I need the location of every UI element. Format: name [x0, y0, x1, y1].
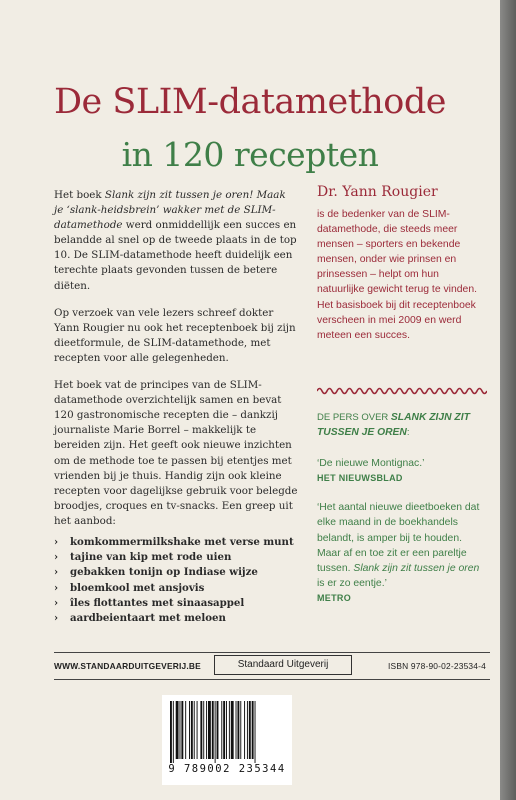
barcode-bar [221, 701, 222, 759]
barcode-bar [229, 701, 230, 759]
bullet-chevron-icon: › [54, 535, 59, 548]
barcode-bars [170, 701, 284, 763]
recipe-name: aardbeientaart met meloen [70, 611, 226, 624]
description-paragraph-1-segment: Slank zijn zit tussen je oren! Maak je ‘slank-heidsbrein’ wakker met de SLIM-datamethode [54, 189, 286, 232]
barcode-bar [197, 701, 198, 759]
list-item [54, 535, 298, 550]
press-quote-2-part2: is er zo eentje.’ [317, 577, 387, 589]
barcode-bar [252, 701, 254, 759]
barcode-bar [223, 701, 225, 759]
press-quote-2 [317, 500, 487, 591]
recipe-name: gebakken tonijn op Indiase wijze [70, 566, 258, 579]
list-item [54, 565, 298, 580]
recipe-name: komkommermilkshake met verse munt [70, 535, 294, 548]
press-heading [317, 410, 487, 440]
title-line-1: De SLIM-datamethode [53, 82, 446, 122]
list-item [54, 596, 298, 611]
barcode-bar [185, 701, 186, 759]
footer-bar [54, 652, 490, 680]
barcode-bar [237, 701, 239, 759]
press-heading-title: SLANK ZIJN ZIT TUSSEN JE OREN [317, 412, 470, 439]
recipe-name: îles flottantes met sinaasappel [70, 596, 245, 609]
bullet-chevron-icon: › [54, 566, 59, 579]
barcode-bar [244, 701, 245, 759]
press-source-2: METRO [317, 592, 351, 603]
barcode-bar [176, 701, 179, 759]
barcode-bar [181, 701, 183, 759]
barcode-bar [249, 701, 251, 759]
description-paragraph-1 [54, 188, 298, 294]
page-edge-shadow [500, 0, 516, 800]
barcode-bar [240, 701, 241, 759]
bullet-chevron-icon: › [54, 581, 59, 594]
recipe-list [54, 535, 298, 626]
press-source-1: HET NIEUWSBLAD [317, 473, 403, 484]
barcode-bar [194, 701, 195, 759]
barcode-bar [191, 701, 193, 759]
author-name: Dr. Yann Rougier [317, 184, 438, 200]
title-line-2: in 120 recepten [121, 135, 379, 174]
barcode-bar [208, 701, 211, 759]
barcode-bar [231, 701, 234, 759]
publisher-website: WWW.STANDAARDUITGEVERIJ.BE [54, 661, 201, 671]
barcode-bar [226, 701, 227, 759]
publisher-logo: Standaard Uitgeverij [214, 655, 352, 675]
press-quote-1: ‘De nieuwe Montignac.’ [317, 458, 425, 470]
recipe-name: bloemkool met ansjovis [70, 581, 205, 594]
wave-divider [317, 385, 487, 397]
list-item [54, 550, 298, 565]
list-item [54, 611, 298, 626]
press-quote-2-part1: ‘Het aantal nieuwe dieetboeken dat elke maand in de boekhandels belandt, is amper bij te houden. Maar af en toe zit er een pareltje tussen. [317, 502, 480, 574]
bullet-chevron-icon: › [54, 596, 59, 609]
description-paragraph-3: Het boek vat de principes van de SLIM-datamethode overzichtelijk samen en bevat 120 gastronomische recepten die – dankzij journaliste Marie Borrel – makkelijk te bereiden zijn. Het geeft ook nieuwe inzichten om de methode toe te passen bij etentjes met vrienden bij je thuis. Handig zijn ook kleine recepten voor dagelijkse gebruik voor belegde broodjes, croques en tv-snacks. Een greep uit het aanbod: [54, 379, 298, 527]
list-item [54, 581, 298, 596]
description-paragraph-1-segment: werd onmiddellijk een succes en belandde al snel op de tweede plaats in de top 10. De SLIM-datamethode heeft duidelijk een terechte plaats gevonden tussen de betere diëten. [54, 219, 297, 292]
barcode-bar [200, 701, 202, 759]
barcode-digits: 9 789002 235344 [168, 763, 286, 775]
press-heading-prefix: DE PERS OVER [317, 412, 389, 423]
barcode-bar [189, 701, 190, 759]
barcode-bar [173, 701, 174, 763]
barcode-bar [217, 701, 219, 759]
bullet-chevron-icon: › [54, 551, 59, 564]
barcode-bar [206, 701, 207, 759]
isbn: ISBN 978-90-02-23534-4 [388, 661, 486, 671]
barcode-bar [170, 701, 172, 763]
barcode-bar [212, 701, 214, 759]
barcode-bar [236, 701, 237, 759]
recipe-name: tajine van kip met rode uien [70, 551, 232, 564]
barcode-bar [255, 701, 256, 763]
description-paragraph-2: Op verzoek van vele lezers schreef dokter Yann Rougier nu ook het receptenboek bij zijn dieetformule, de SLIM-datamethode, met recepten voor alle gelegenheden. [54, 306, 296, 364]
bullet-chevron-icon: › [54, 611, 59, 624]
barcode-bar [180, 701, 181, 759]
description-column [54, 188, 298, 626]
barcode-bar [247, 701, 248, 759]
author-bio: is de bedenker van de SLIM-datamethode, die steeds meer mensen – sporters en bekende mensen, onder wie prinsen en prinsessen – helpt om hun natuurlijke gewicht terug te vinden. Het basisboek bij dit receptenboek verscheen in mei 2009 en werd meteen een succes. [317, 209, 477, 341]
barcode-bar [203, 701, 204, 759]
barcode [162, 695, 292, 785]
description-paragraph-1-segment: Het boek [54, 189, 105, 201]
press-heading-suffix: : [406, 427, 410, 439]
barcode-bar [215, 701, 216, 763]
press-section [317, 410, 487, 620]
press-quote-2-title: Slank zijn zit tussen je oren [353, 562, 480, 574]
